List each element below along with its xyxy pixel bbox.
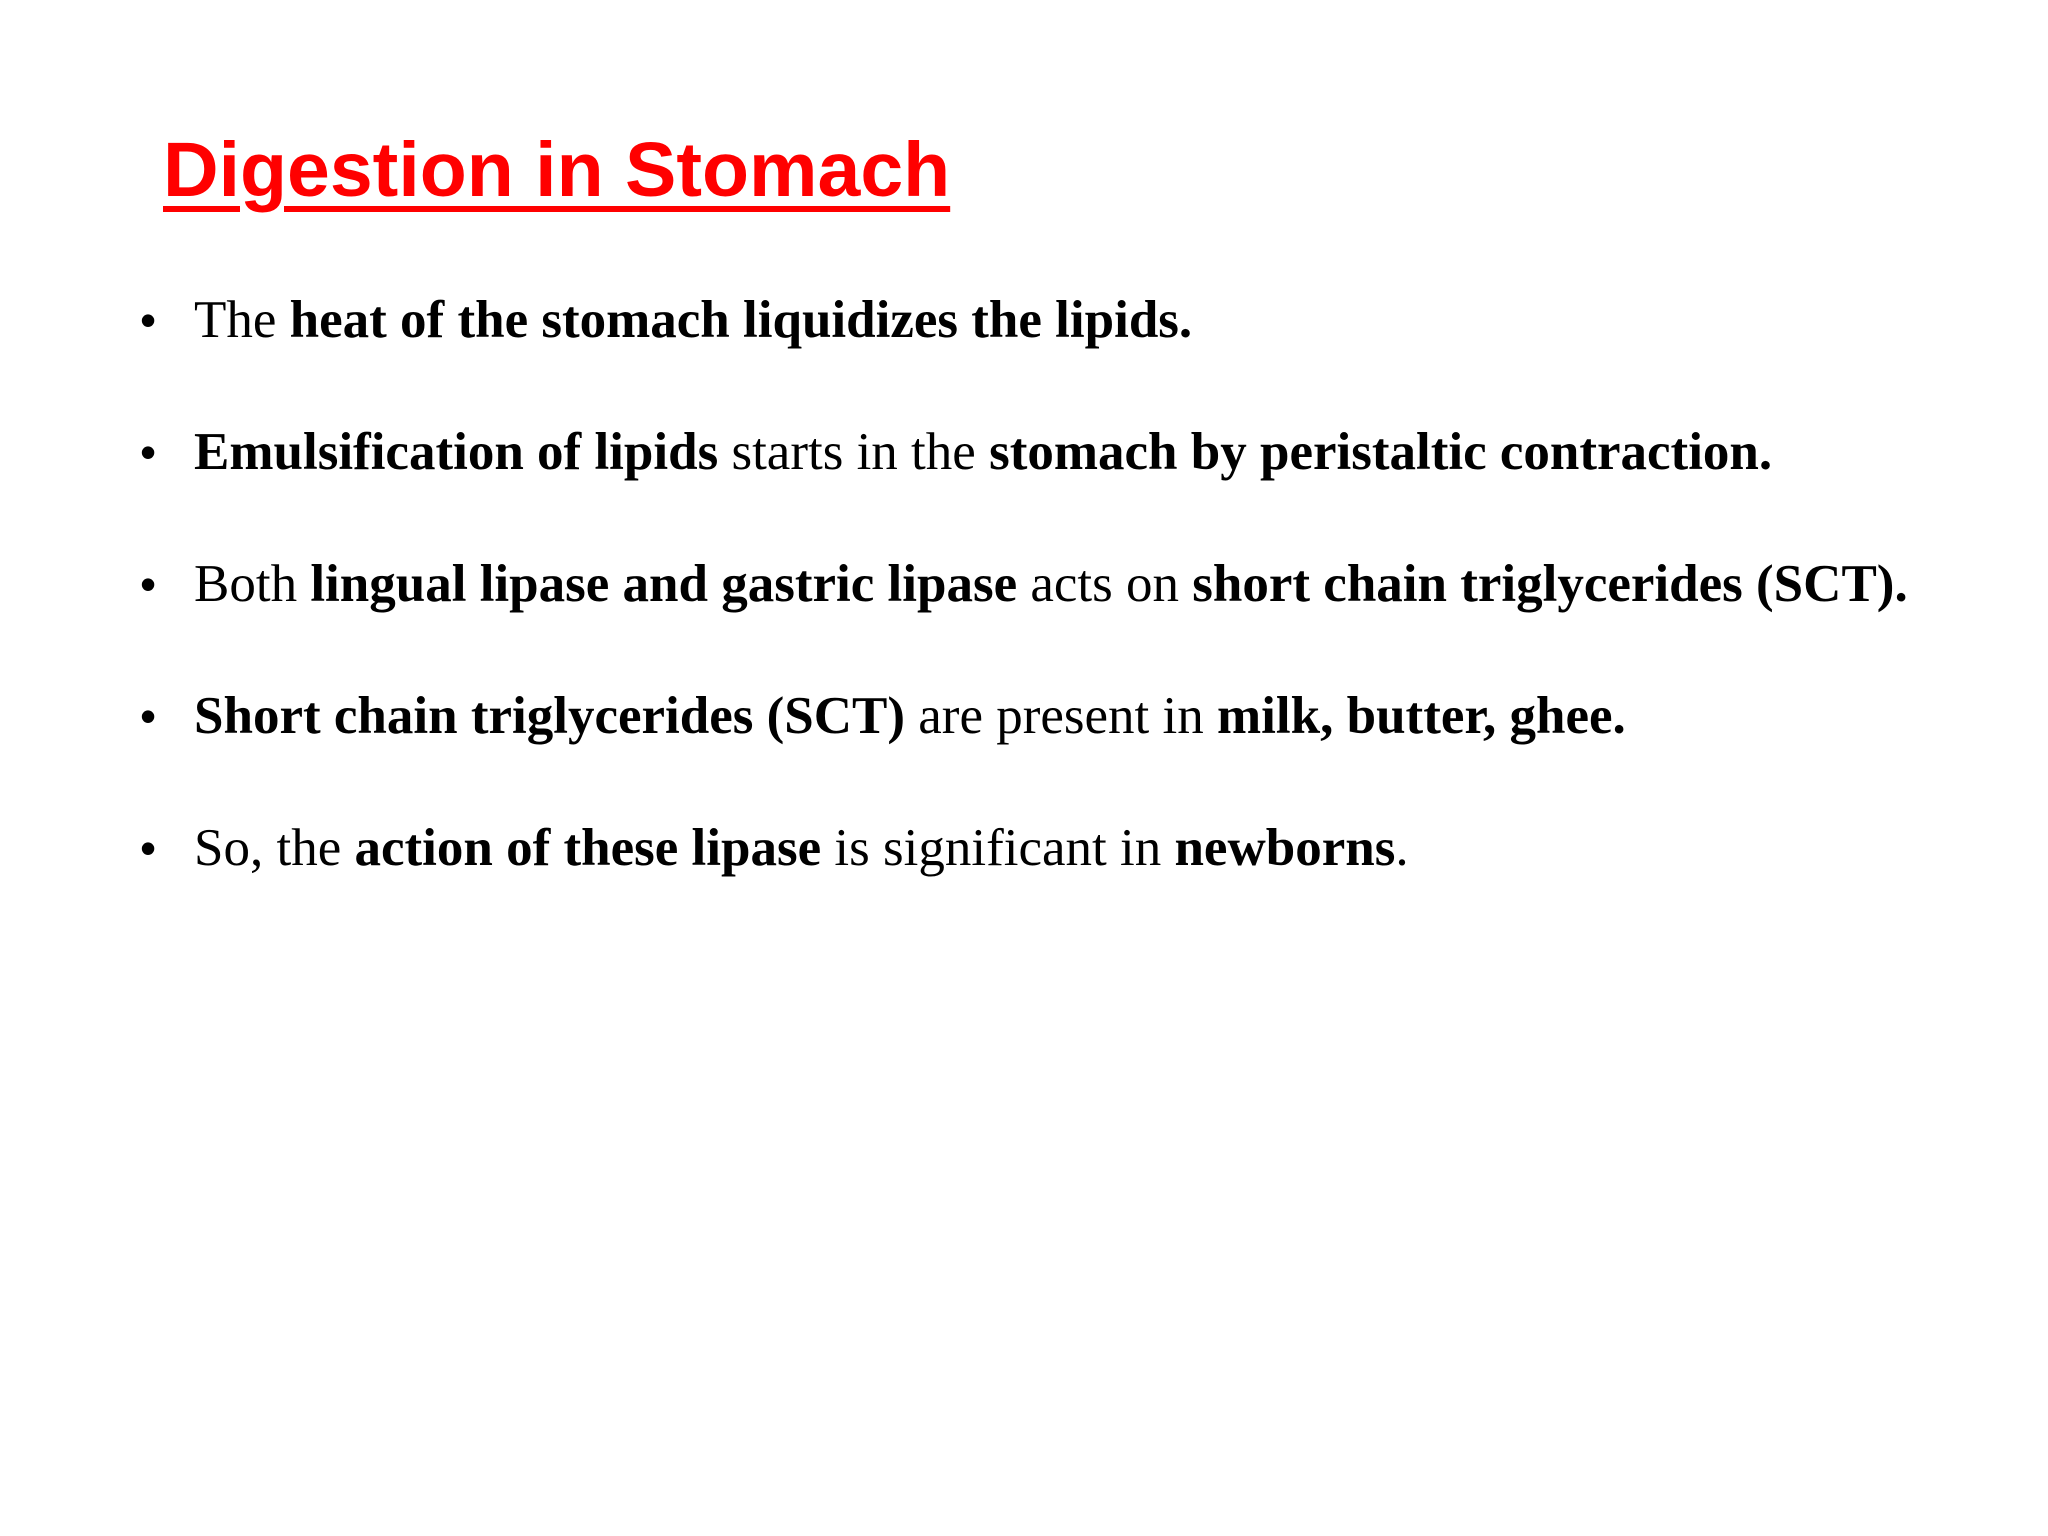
bullet-item	[140, 796, 1966, 901]
bullet-text: starts in the	[718, 423, 990, 481]
bullet-text-bold: newborns	[1174, 819, 1396, 877]
bullet-text: acts on	[1017, 555, 1193, 613]
bullet-item	[140, 664, 1966, 769]
bullet-text: is significant in	[821, 819, 1175, 877]
bullet-text-bold: heat of the stomach liquidizes the lipids.	[289, 291, 1193, 349]
bullet-text-bold: milk, butter, ghee.	[1217, 687, 1626, 745]
slide-title: Digestion in Stomach	[163, 127, 951, 213]
bullet-text-bold: action of these lipase	[354, 819, 822, 877]
bullet-item	[140, 400, 1966, 505]
bullet-text-bold: stomach by peristaltic contraction.	[989, 423, 1773, 481]
bullet-text: are present in	[905, 687, 1218, 745]
bullet-text-bold: lingual lipase and gastric lipase	[310, 555, 1018, 613]
bullet-text-bold: short chain triglycerides (SCT).	[1192, 555, 1908, 613]
bullet-text-bold: Emulsification of lipids	[194, 423, 719, 481]
bullet-list	[140, 268, 1966, 928]
bullet-text-bold: Short chain triglycerides (SCT)	[194, 687, 906, 745]
bullet-text: .	[1395, 819, 1409, 877]
bullet-text: Both	[194, 555, 311, 613]
bullet-item	[140, 268, 1966, 373]
bullet-item	[140, 532, 1966, 637]
bullet-text: So, the	[194, 819, 355, 877]
bullet-text: The	[194, 291, 290, 349]
